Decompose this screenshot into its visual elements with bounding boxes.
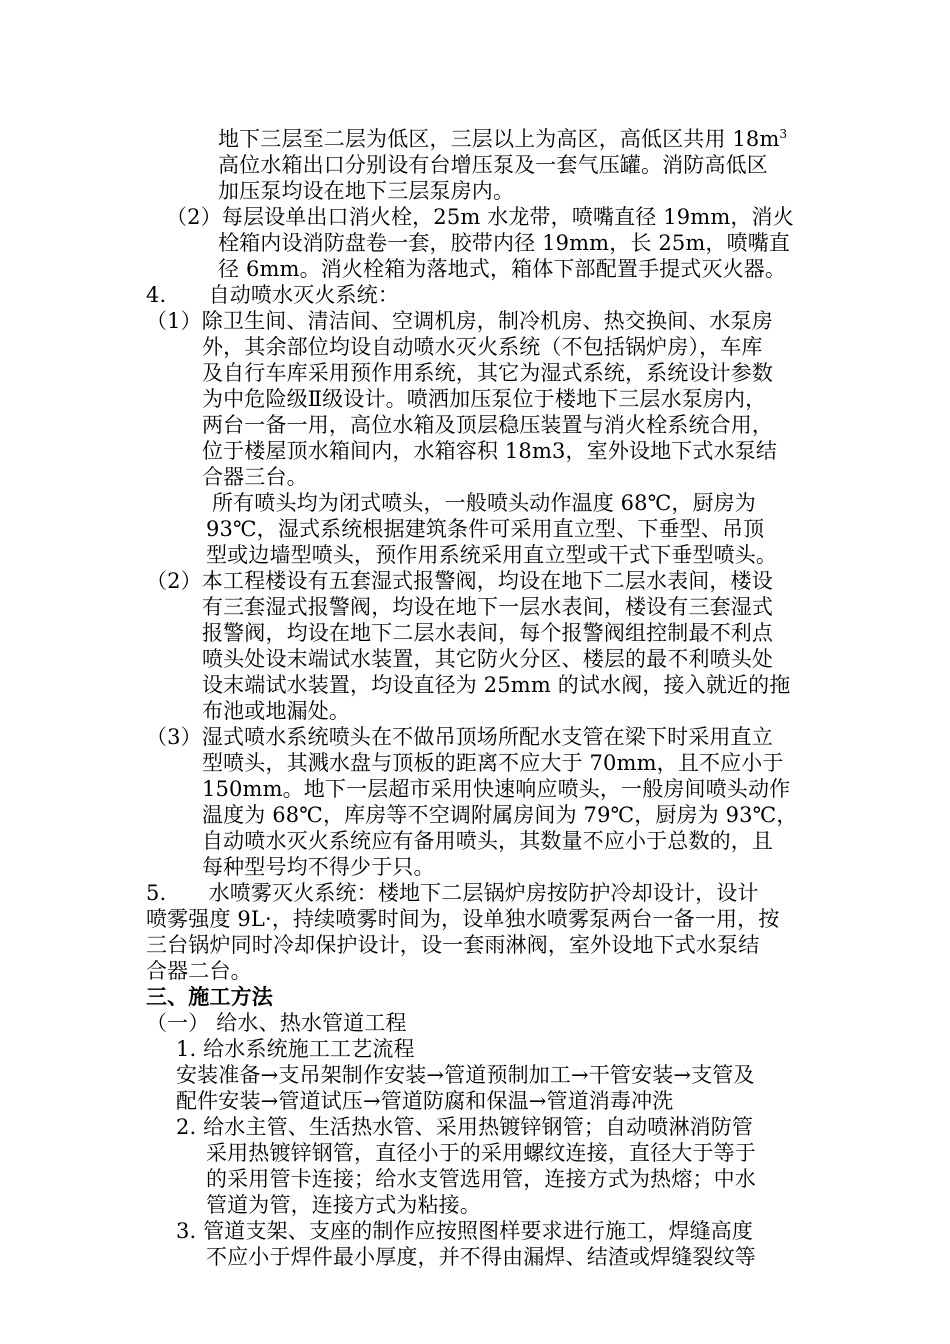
text-line: 合器二台。 (146, 959, 252, 983)
text-line: 设末端试水装置，均设直径为 25mm 的试水阀，接入就近的拖 (202, 673, 791, 697)
text-line: 径 6mm。消火栓箱为落地式，箱体下部配置手提式灭火器。 (218, 257, 787, 281)
text-line: 的采用管卡连接；给水支管选用管，连接方式为热熔；中水 (206, 1167, 756, 1191)
text-line: 采用热镀锌钢管，直径小于的采用螺纹连接，直径大于等于 (206, 1141, 756, 1165)
text-line: 报警阀，均设在地下二层水表间，每个报警阀组控制最不利点 (202, 621, 774, 645)
text-line: 2. 给水主管、生活热水管、采用热镀锌钢管；自动喷淋消防管 (176, 1115, 754, 1139)
section-heading: 三、施工方法 (146, 984, 273, 1009)
text-line: 型或边墙型喷头，预作用系统采用直立型或干式下垂型喷头。 (206, 543, 778, 567)
text-line: 喷雾强度 9L·，持续喷雾时间为，设单独水喷雾泵两台一备一用，按 (146, 907, 780, 931)
text-line: 3. 管道支架、支座的制作应按照图样要求进行施工，焊缝高度 (176, 1219, 754, 1243)
text-line: 不应小于焊件最小厚度，并不得由漏焊、结渣或焊缝裂纹等 (206, 1245, 756, 1269)
text-line: 地下三层至二层为低区，三层以上为高区，高低区共用 $18m^3$ (218, 127, 788, 151)
text-line: 加压泵均设在地下三层泵房内。 (218, 179, 515, 203)
text-line: 合器三台。 (202, 465, 308, 489)
text-line: 高位水箱出口分别设有台增压泵及一套气压罐。消防高低区 (218, 153, 768, 177)
superscript: 3 (779, 127, 788, 141)
text-line: 喷头处设末端试水装置，其它防火分区、楼层的最不利喷头处 (202, 647, 774, 671)
text-line: 93℃，湿式系统根据建筑条件可采用直立型、下垂型、吊顶 (206, 517, 765, 541)
text-line: 及自行车库采用预作用系统，其它为湿式系统，系统设计参数 (202, 361, 774, 385)
text-line: 所有喷头均为闭式喷头，一般喷头动作温度 68℃，厨房为 (212, 491, 756, 515)
text-line: 外，其余部位均设自动喷水灭火系统（不包括锅炉房），车库 (202, 335, 763, 359)
text-line: 温度为 68℃，库房等不空调附属房间为 79℃，厨房为 93℃， (202, 803, 798, 827)
text-line: 三台锅炉同时冷却保护设计，设一套雨淋阀，室外设地下式水泵结 (146, 933, 760, 957)
text-line: 自动喷水灭火系统应有备用喷头，其数量不应小于总数的，且 (202, 829, 774, 853)
text-line: （2）本工程楼设有五套湿式报警阀，均设在地下二层水表间，楼设 (146, 569, 773, 593)
subsection-heading: （一） 给水、热水管道工程 (146, 1011, 407, 1035)
text-line: 配件安装→管道试压→管道防腐和保温→管道消毒冲洗 (176, 1089, 674, 1113)
list-heading: 4. 自动喷水灭火系统： (146, 283, 399, 307)
text-line: 型喷头，其溅水盘与顶板的距离不应大于 70mm，且不应小于 (202, 751, 784, 775)
text-line: 栓箱内设消防盘卷一套，胶带内径 19mm，长 25m，喷嘴直 (218, 231, 791, 255)
text-line: 安装准备→支吊架制作安装→管道预制加工→干管安装→支管及 (176, 1063, 755, 1087)
text-line: 管道为管，连接方式为粘接。 (206, 1193, 481, 1217)
text-line: 为中危险级Ⅱ级设计。喷洒加压泵位于楼地下三层水泵房内， (202, 387, 767, 411)
text-line: 5. 水喷雾灭火系统：楼地下二层锅炉房按防护冷却设计，设计 (146, 881, 759, 905)
text-line: 1. 给水系统施工工艺流程 (176, 1037, 415, 1061)
text-line: 两台一备一用，高位水箱及顶层稳压装置与消火栓系统合用， (202, 413, 774, 437)
text-line: 布池或地漏处。 (202, 699, 351, 723)
text-line: （1）除卫生间、清洁间、空调机房，制冷机房、热交换间、水泵房 (146, 309, 773, 333)
text-line: （3）湿式喷水系统喷头在不做吊顶场所配水支管在梁下时采用直立 (146, 725, 773, 749)
text-line: 150mm。地下一层超市采用快速响应喷头，一般房间喷头动作 (202, 777, 791, 801)
text-line: 每种型号均不得少于只。 (202, 855, 435, 879)
text-line: 有三套湿式报警阀，均设在地下一层水表间，楼设有三套湿式 (202, 595, 774, 619)
text-line: 位于楼屋顶水箱间内，水箱容积 18m3，室外设地下式水泵结 (202, 439, 778, 463)
text-line: （2）每层设单出口消火栓，25m 水龙带，喷嘴直径 19mm，消火 (166, 205, 794, 229)
